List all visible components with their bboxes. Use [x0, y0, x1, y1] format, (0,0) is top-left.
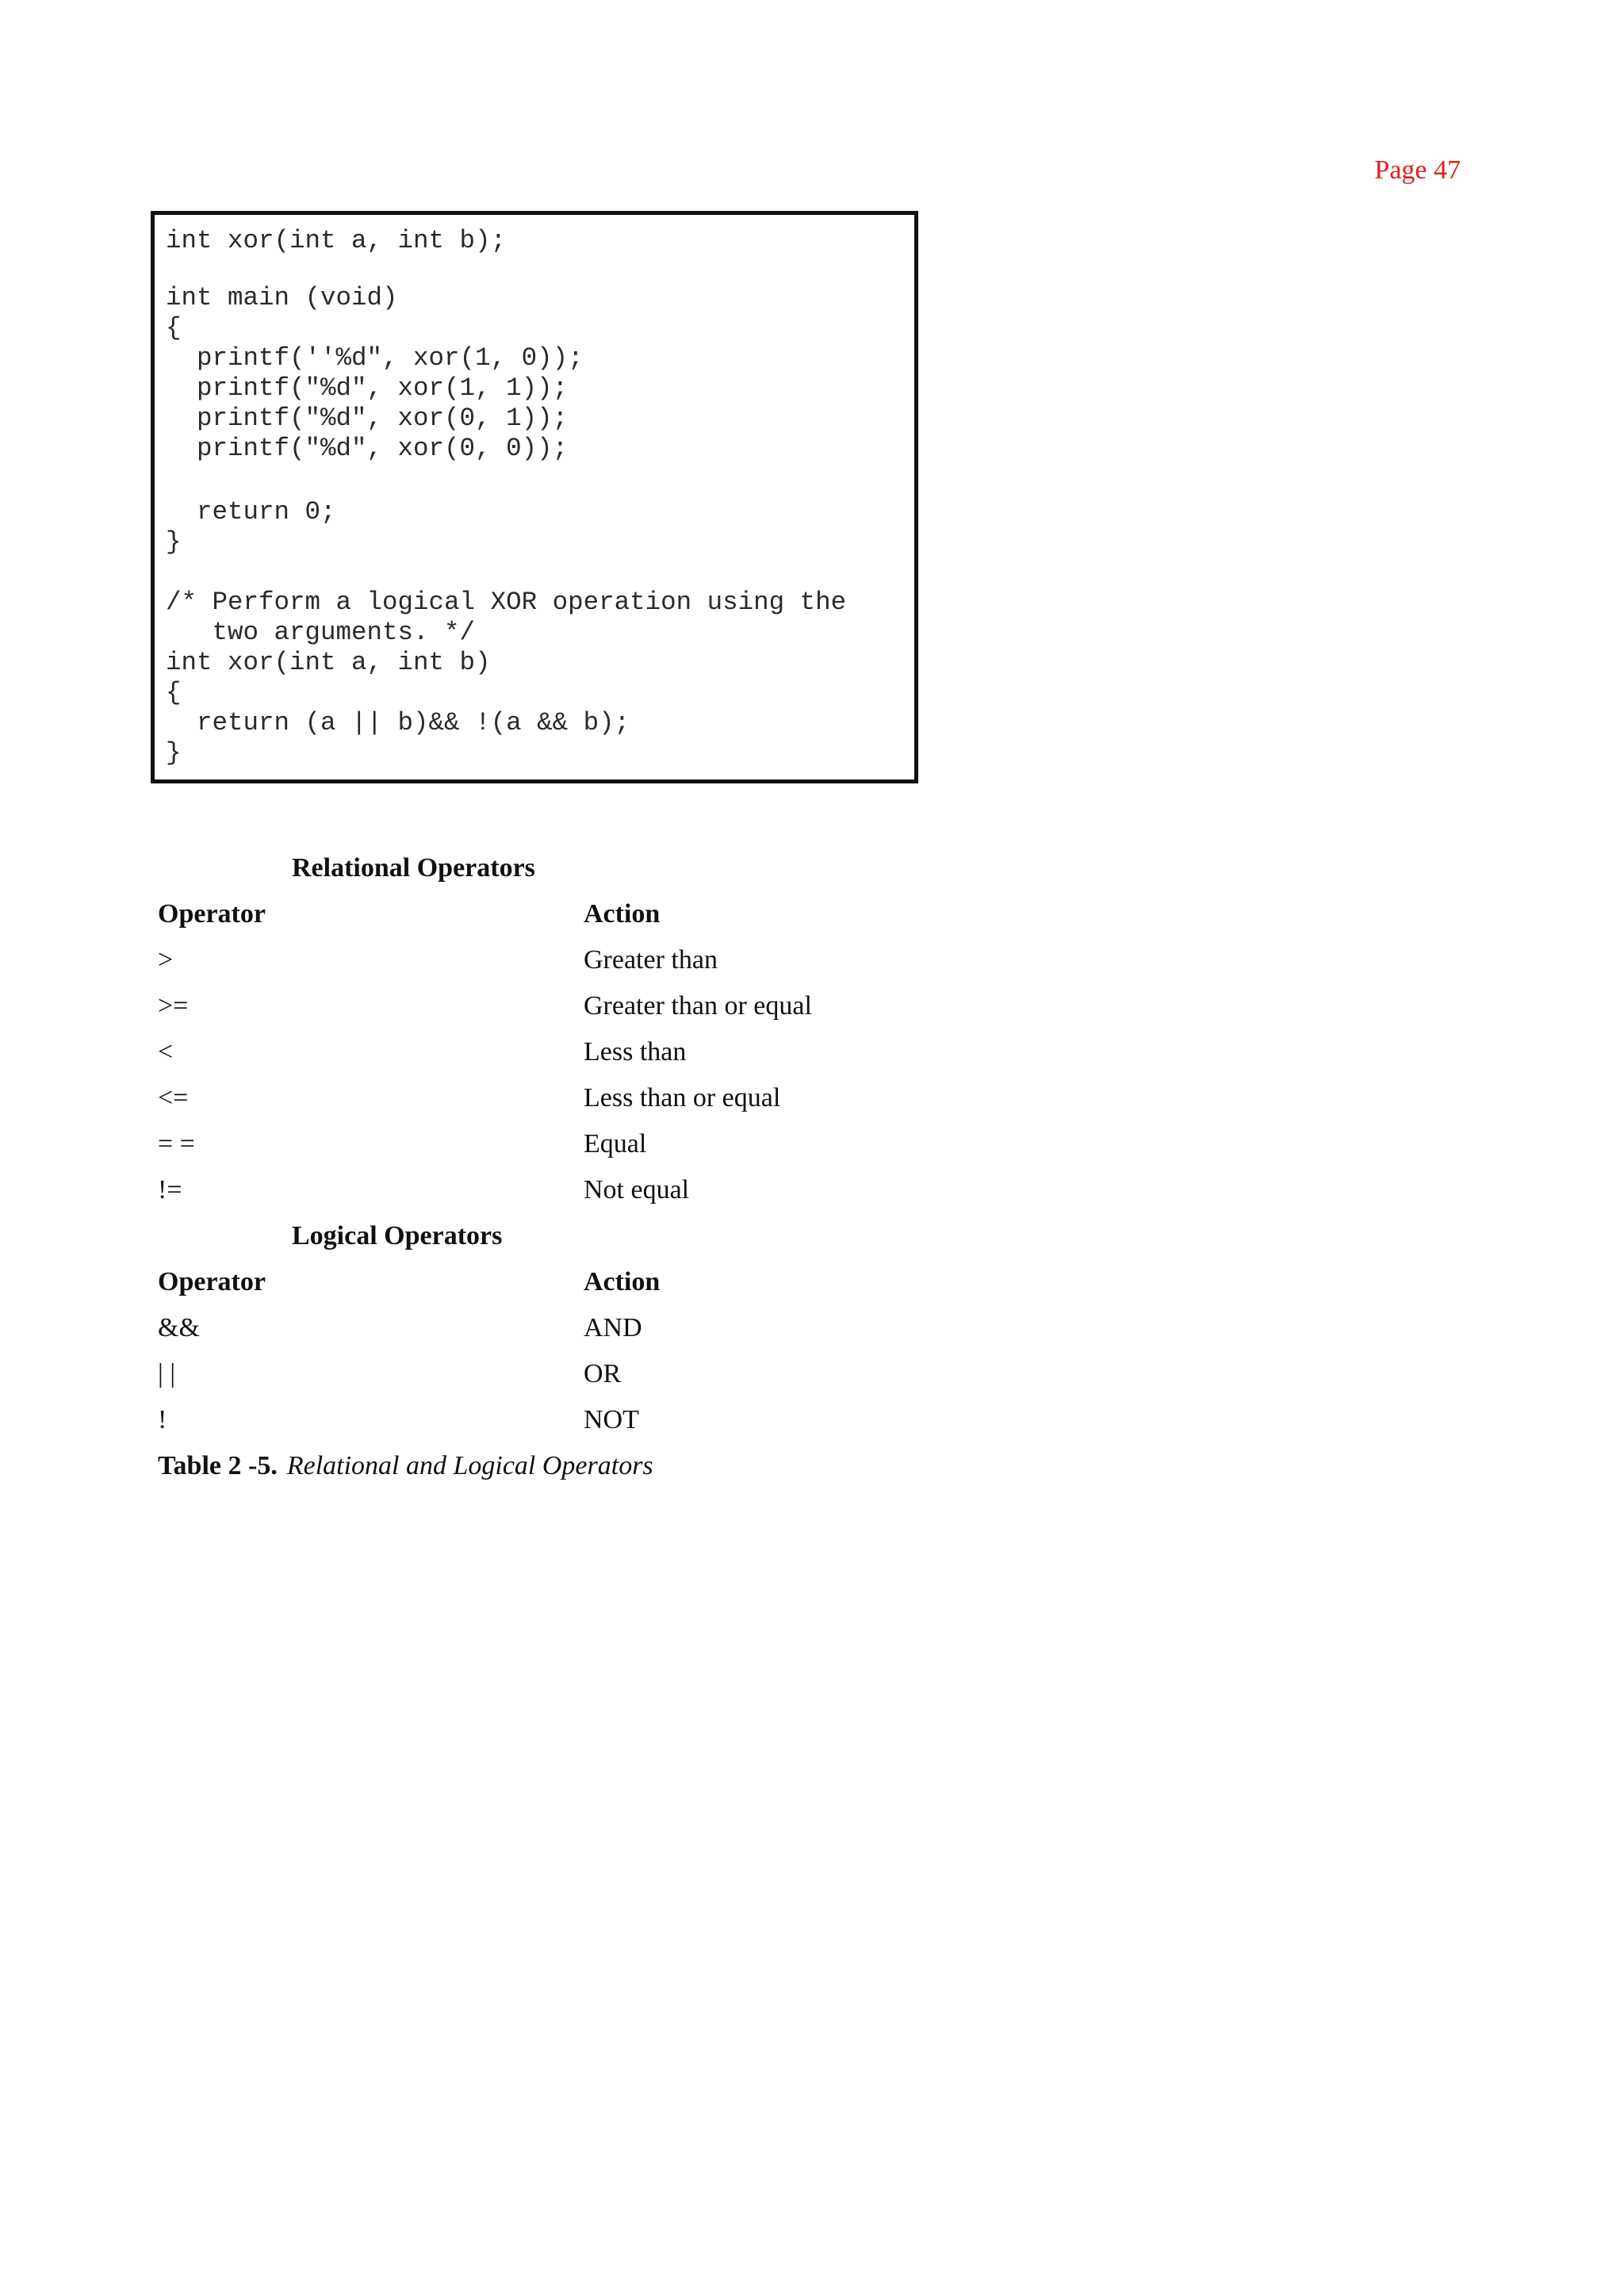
code-comment: /* Perform a logical XOR operation using the — [166, 588, 847, 617]
table-row — [158, 1405, 871, 1440]
action-cell: Not equal — [584, 1175, 690, 1204]
action-cell: AND — [584, 1313, 642, 1342]
action-cell: Less than or equal — [584, 1083, 781, 1113]
operator-column-header: Operator — [158, 1267, 266, 1296]
logical-operators-heading: Logical Operators — [292, 1221, 503, 1250]
code-line: printf("%d", xor(0, 0)); — [166, 434, 569, 463]
logical-table-header — [158, 1267, 871, 1302]
code-line: } — [166, 738, 182, 768]
code-line: printf("%d", xor(0, 1)); — [166, 404, 569, 433]
action-cell: Equal — [584, 1129, 647, 1158]
operator-cell: != — [158, 1175, 182, 1204]
code-line: } — [166, 527, 182, 557]
code-line: { — [166, 313, 182, 343]
operator-cell: && — [158, 1313, 200, 1342]
operator-cell: ! — [158, 1405, 167, 1434]
table-row — [158, 1129, 871, 1164]
code-line: return (a || b)&& !(a && b); — [166, 708, 630, 737]
operator-cell: < — [158, 1037, 174, 1067]
operator-cell: <= — [158, 1083, 189, 1113]
code-line: int xor(int a, int b); — [166, 226, 507, 255]
action-cell: Greater than or equal — [584, 991, 812, 1021]
code-line: int xor(int a, int b) — [166, 648, 491, 677]
operator-cell: | | — [158, 1359, 176, 1388]
action-cell: Less than — [584, 1037, 687, 1067]
code-line: int main (void) — [166, 283, 398, 312]
code-line: { — [166, 678, 182, 707]
action-cell: OR — [584, 1359, 622, 1388]
code-line: printf("%d", xor(1, 1)); — [166, 373, 569, 403]
operator-cell: >= — [158, 991, 189, 1021]
table-row — [158, 1313, 871, 1348]
code-listing — [151, 211, 918, 783]
code-line: return 0; — [166, 497, 336, 527]
relational-table-header — [158, 899, 871, 934]
caption-label: Table 2 -5. — [158, 1451, 278, 1480]
table-row — [158, 991, 871, 1026]
operator-column-header: Operator — [158, 899, 266, 929]
action-column-header: Action — [584, 1267, 661, 1296]
table-caption — [158, 1451, 653, 1481]
page-number: Page 47 — [1374, 155, 1461, 185]
caption-text: Relational and Logical Operators — [286, 1451, 653, 1480]
code-comment: two arguments. */ — [166, 618, 476, 647]
table-row — [158, 1083, 871, 1118]
action-cell: NOT — [584, 1405, 639, 1434]
table-row — [158, 1175, 871, 1210]
table-row — [158, 1037, 871, 1072]
operator-cell: = = — [158, 1129, 195, 1158]
action-cell: Greater than — [584, 945, 718, 975]
operator-cell: > — [158, 945, 174, 975]
table-row — [158, 1359, 871, 1394]
action-column-header: Action — [584, 899, 661, 929]
code-line: printf(''%d", xor(1, 0)); — [166, 343, 584, 373]
relational-operators-heading: Relational Operators — [292, 853, 535, 883]
table-row — [158, 945, 871, 980]
